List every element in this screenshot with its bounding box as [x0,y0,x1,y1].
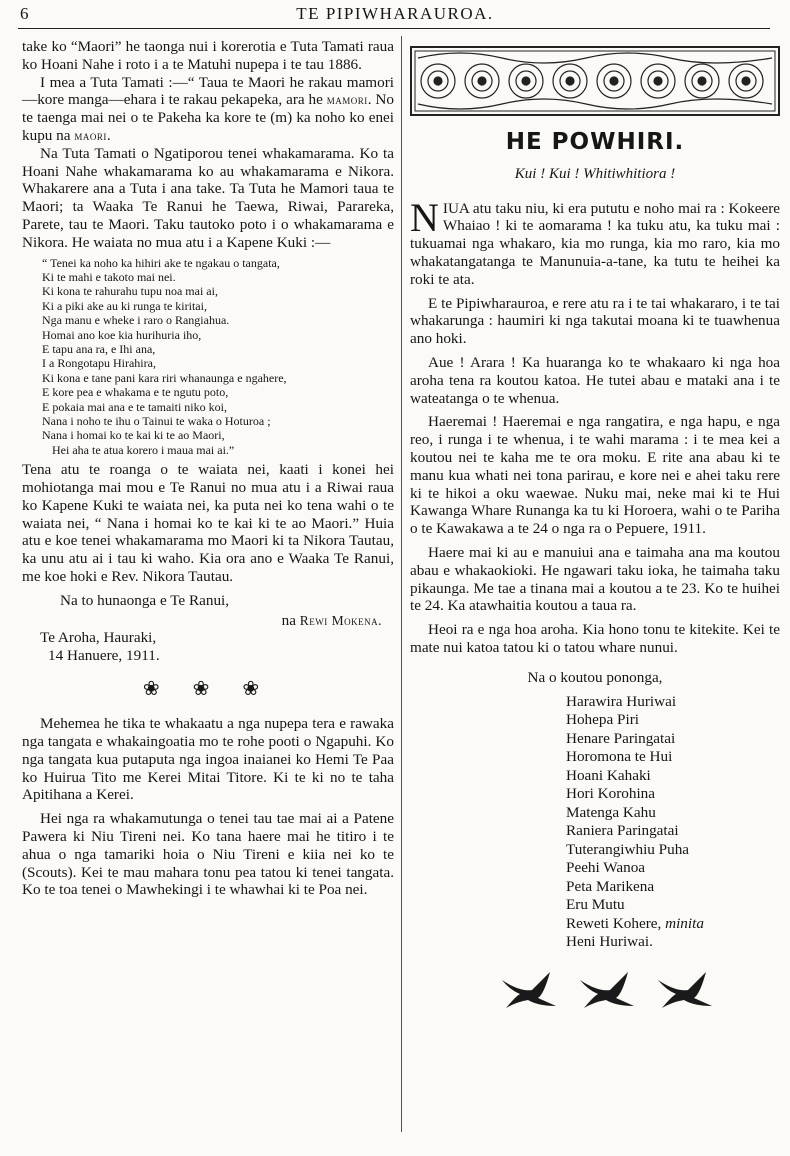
poem-line: Ki te mahi e takoto mai nei. [42,269,176,284]
signatory-list [566,693,780,952]
decorative-banner [410,46,780,116]
date-place: Te Aroha, Hauraki, [40,629,157,647]
left-paragraph-5: Mehemea he tika te whakaatu a nga nupepa tera e rawaka nga tangata e whakaingoatia mo te rohe pooti o Ngapuhi. Ko nga tangata kua putaputa nga ingoa inaianei ko Hemi Te Paa ko Huirua Tito me Kerei Mitai Titore. Ki te ki no te taha Apitihana a Kerei. [22,715,394,804]
signatory-name: Henare Paringatai [566,729,676,747]
left-paragraph-6: Hei nga ra whakamutunga o tenei tau tae mai ai a Patene Pawera ki Niu Tireni nei. Ko tana haere mai he titiro i te ahua o nga tamariki hoia o Niu Tireni e kiia nei ko te (Scouts). Kei te mau mahara tonu pea tatou ki tenei tangata. Ko te toa tenei o Mawhekingi i te whawhai ki te Poa nei. [22,810,394,899]
signatory-name: Horomona te Hui [566,748,673,766]
poem-line: Hei aha te atua korero i maua mai ai.” [52,442,235,457]
right-column [410,38,780,1012]
subheadline: Kui ! Kui ! Whitiwhitiora ! [514,165,676,182]
small-caps-maori: maori [74,127,107,143]
signatory-name: Harawira Huriwai [566,692,677,710]
left-paragraph-4: Tena atu te roanga o te waiata nei, kaati i konei hei mohiotanga mai mou e Te Ranui no mua atu i a Riwai raua ko Kapene Kuki te waiata nei, ka puta nei ko tena wahi o te waiata nei, “ Nana i homai ko te kai ki te ao Maori.” Huia atu e koe tenei whakamarama mo Maori ki ta Nikora Tautau, ka unu atu ai i tau ki waho. Kia ora ano e Waaka Te Ranui, me koe hoki e Rev. Nikora Tautau. [22,461,394,586]
signatory-name: Hoani Kahaki [566,766,651,784]
waiata-poem [42,256,394,458]
left-paragraph-3: Na Tuta Tamati o Ngatiporou tenei whakamarama. Ko ta Hoani Nahe whakamarama ko au whakamarama e Nikora. Whakarere ana a Tuta i ana take. Ta Tuta he Mamori taua te Maori; ta Waaka Te Ranui he Taewa, Riwai, Parareka, Parete, tau te Maori. Taku tautoko poto i o whakamarama e Nikora. He waiata no mua atu i a Kapene Kuki :— [22,144,394,251]
left-paragraph-2: I mea a Tuta Tamati :—“ Taua te Maori he rakau mamori—kore manga—ehara i te rakau pekapeka, ara he mamori. No te taenga mai nei o te Pakeha ka kore te (m) ka noho ko enei kupu na maori. [22,73,394,144]
poem-line: Nana i noho te ihu o Tainui te waka o Hoturoa ; [42,414,271,429]
signatory-name: Reweti Kohere, minita [566,914,704,932]
right-paragraph-3: Aue ! Arara ! Ka huaranga ko te whakaaro ki nga hoa aroha tena ra koutou katoa. He tutei abau e mataki ana i te wateatanga o te whenua. [410,353,780,407]
right-paragraph-2: E te Pipiwharauroa, e rere atu ra i te tai whakararo, i te tai whakarunga : haumiri ki nga takutai moana ki te tuawhenua ano hoki. [410,294,780,348]
right-paragraph-6: Heoi ra e nga hoa aroha. Kia hono tonu te kitekite. Kei te mate nui katoa tatou ki o tatou whare nunui. [410,621,780,656]
poem-line: “ Tenei ka noho ka hihiri ake te ngakau o tangata, [42,255,280,270]
signatory-name: Raniera Paringatai [566,822,679,840]
left-column [22,38,394,899]
signatory-name: Hohepa Piri [566,711,639,729]
right-paragraph-1: NIUA atu taku niu, ki era pututu e noho mai ra : Kokeere Whaiao ! ki te aomarama ! ka tuku atu, ka tuku mai : tukuamai nga whakaro, kia mo runga, kia mo raro, kia mo whakatangatanga te Manunuia-a-tane, ka tutu te heihei ka roki te ata. [410,194,780,288]
right-paragraph-5: Haere mai ki au e manuiui ana e taimaha ana ma koutou abau e whakaokioki. He ngawari taku ioka, he taimaha taku pikaunga. Me tae a tinana mai a koutou a te 23. Ko te huihei te 24. Ka atawhaitia koutou a taua ra. [410,543,780,615]
dateline [40,629,394,665]
signatory-name: Heni Huriwai. [566,933,653,951]
poem-line: Homai ano koe kia hurihuria iho, [42,327,202,342]
signature-line: Na to hunaonga e Te Ranui, [60,591,230,609]
flower-ornament: ❀ ❀ ❀ [142,678,274,701]
minita-title: minita [665,914,704,932]
running-title: TE PIPIWHARAUROA. [296,4,494,23]
signatory-name: Matenga Kahu [566,803,656,821]
right-paragraph-4: Haeremai ! Haeremai e nga rangatira, e nga hapu, e nga reo, i runga i te whenua, i te wahi marama : i te mea kei a koutou nei te kaha me te ora moku. E rite ana abau ki te manu kua whati nei tona parirau, e kore nei e ahei taku rere ki te hikoi a oku waewae. Nuku mai, neke mai ki te Hui Kawanga Whare Runanga ka tu ki Horoera, wahi o te Pariha o te Kawakawa a te 24 o nga ra o Pepuere, 1911. [410,413,780,538]
poem-line: Nana i homai ko te kai ki te ao Maori, [42,428,225,443]
page-number: 6 [20,4,29,23]
signatory-name: Peta Marikena [566,877,655,895]
closing-salutation: Na o koutou pononga, [527,668,663,686]
poem-line: E kore pea e whakama e te ngutu poto, [42,385,229,400]
signatory-name: Eru Mutu [566,896,625,914]
swallow-ornament-icon [498,966,718,1012]
column-divider [401,36,402,1132]
poem-line: Nga manu e wheke i raro o Rangiahua. [42,313,230,328]
poem-line: Ki kona e tane pani kara riri whanaunga e ngahere, [42,370,287,385]
left-paragraph-1: take ko “Maori” he taonga nui i korerotia e Tuta Tamati raua ko Hoani Nahe i roto i a te Matuhi nupepa i te tau 1886. [22,38,394,73]
drop-cap: N [410,194,439,240]
date-day: 14 Hanuere, 1911. [48,647,160,665]
headline: HE POWHIRI. [505,129,685,155]
signatory-name: Hori Korohina [566,785,655,803]
poem-line: Ki kona te rahurahu tupu noa mai ai, [42,284,218,299]
poem-line: E tapu ana ra, e Ihi ana, [42,342,156,356]
poem-line: Ki a piki ake au ki runga te kiritai, [42,298,207,313]
poem-line: E pokaia mai ana e te tamaiti niko koi, [42,399,227,414]
signature-name: na Rewi Mokena. [281,611,382,629]
signatory-name: Tuterangiwhiu Puha [566,840,690,858]
signatory-name: Peehi Wanoa [566,859,646,877]
poem-line: I a Rongotapu Hirahira, [42,356,156,371]
small-caps-mamori: mamori [326,92,368,108]
header-rule [18,28,770,29]
